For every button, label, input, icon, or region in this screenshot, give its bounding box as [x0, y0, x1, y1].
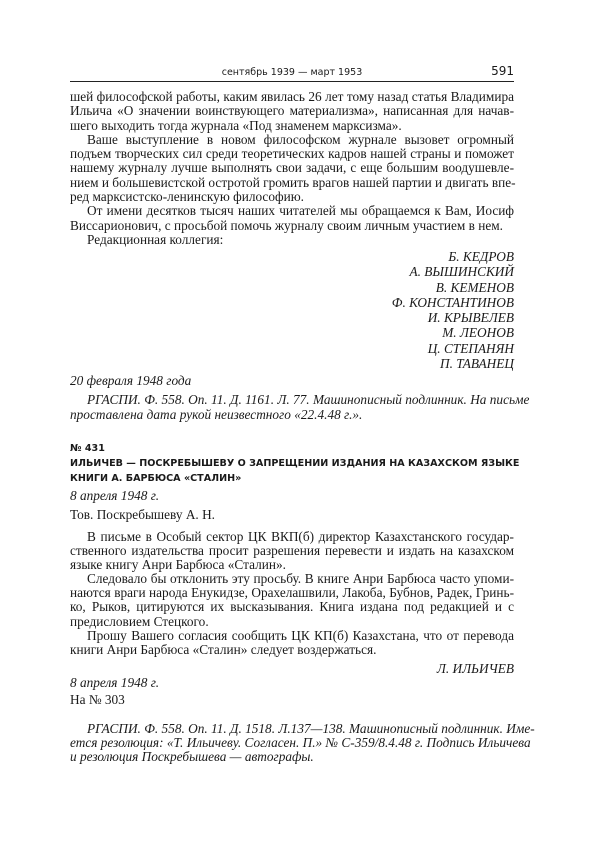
signatory: А. ВЫШИНСКИЙ [409, 264, 514, 280]
doc431-signature-date: 8 апреля 1948 г. [70, 675, 160, 690]
text-line: РГАСПИ. Ф. 558. Оп. 11. Д. 1518. Л.137—138. Машинописный подлинник. Име- [87, 721, 535, 736]
signatory: Ф. КОНСТАНТИНОВ [391, 294, 514, 310]
text-line: нашему журналу лучше выполнять свои задачи, с еще большим воодушевле- [70, 160, 514, 176]
text-line: проставлена дата рукой неизвестного «22.4.48 г.». [70, 406, 363, 422]
text-line: ко, Рыков, цитируются их высказывания. Книга издана под редакцией и с [70, 599, 514, 615]
doc430-date: 20 февраля 1948 года [70, 373, 192, 388]
doc430-body [70, 90, 514, 247]
signatory: Ц. СТЕПАНЯН [427, 340, 514, 356]
running-header-title: сентябрь 1939 — март 1953 [221, 67, 363, 78]
doc431-title [70, 456, 520, 486]
text-line: РГАСПИ. Ф. 558. Оп. 11. Д. 1161. Л. 77. Машинописный подлинник. На письме [87, 392, 530, 407]
signatory: М. ЛЕОНОВ [442, 325, 514, 341]
doc431-reference: На № 303 [70, 692, 125, 707]
doc431-title-line: ИЛЬИЧЕВ — ПОСКРЕБЫШЕВУ О ЗАПРЕЩЕНИИ ИЗДАНИЯ НА КАЗАХСКОМ ЯЗЫКЕ [70, 458, 520, 469]
text-line: шего выходить тогда журнала «Под знаменем марксизма». [70, 117, 402, 133]
text-line: наются враги народа Енукидзе, Орахелашвили, Лакоба, Бубнов, Радек, Гринь- [70, 585, 514, 601]
text-line: Прошу Вашего согласия сообщить ЦК КП(б) Казахстана, что от перевода [87, 627, 514, 643]
signatory: Б. КЕДРОВ [448, 249, 514, 264]
doc431-date: 8 апреля 1948 г. [70, 488, 160, 503]
doc431-archive-note [70, 721, 535, 765]
doc431-body [70, 530, 514, 657]
doc431-title-line: КНИГИ А. БАРБЮСА «СТАЛИН» [70, 473, 242, 484]
running-header [70, 64, 514, 82]
text-line: Следовало бы отклонить эту просьбу. В книге Анри Барбюса часто упоми- [87, 571, 514, 587]
page-number: 591 [491, 64, 514, 78]
text-line: шей философской работы, каким явилась 26 лет тому назад статья Владимира [70, 89, 514, 104]
text-line: подъем творческих сил среди теоретических кадров нашей страны и поможет [70, 146, 514, 162]
text-line: и резолюция Поскребышева — автографы. [70, 749, 314, 765]
signatory: И. КРЫВЕЛЕВ [427, 310, 514, 326]
doc430-archive-note [70, 392, 530, 422]
signatory: П. ТАВАНЕЦ [440, 356, 514, 372]
doc431-signature: Л. ИЛЬИЧЕВ [436, 661, 514, 676]
text-line: языке книгу Анри Барбюса «Сталин». [70, 557, 286, 573]
doc431-number: № 431 [70, 443, 105, 454]
text-line: Редакционная коллегия: [87, 231, 224, 247]
signatory: В. КЕМЕНОВ [435, 279, 514, 295]
text-line: Ильича «О значении воинствующего материализма», написанная для начав- [70, 103, 514, 119]
text-line: В письме в Особый сектор ЦК ВКП(б) директор Казахстанского государ- [87, 529, 514, 544]
text-line: Виссарионович, с просьбой помочь журналу своим личным участием в нем. [70, 217, 503, 233]
text-line: нием и большевистской остротой громить врагов нашей партии и двигать впе- [70, 174, 516, 190]
text-line: предисловием Стецкого. [70, 613, 209, 629]
text-line: книги Анри Барбюса «Сталин» следует воздержаться. [70, 641, 377, 657]
text-line: ред марксистско-ленинскую философию. [70, 189, 304, 205]
signatories-list [392, 249, 514, 371]
text-line: ственного издательства просит разрешения перевести и издать на казахском [70, 543, 514, 559]
text-line: От имени десятков тысяч наших читателей мы обращаемся к Вам, Иосиф [87, 203, 514, 219]
doc431-addressee: Тов. Поскребышеву А. Н. [70, 507, 216, 522]
text-line: Ваше выступление в новом философском журнале вызовет огромный [87, 131, 514, 147]
text-line: ется резолюция: «Т. Ильичеву. Согласен. П.» № С-359/8.4.48 г. Подпись Ильичева [70, 735, 531, 751]
